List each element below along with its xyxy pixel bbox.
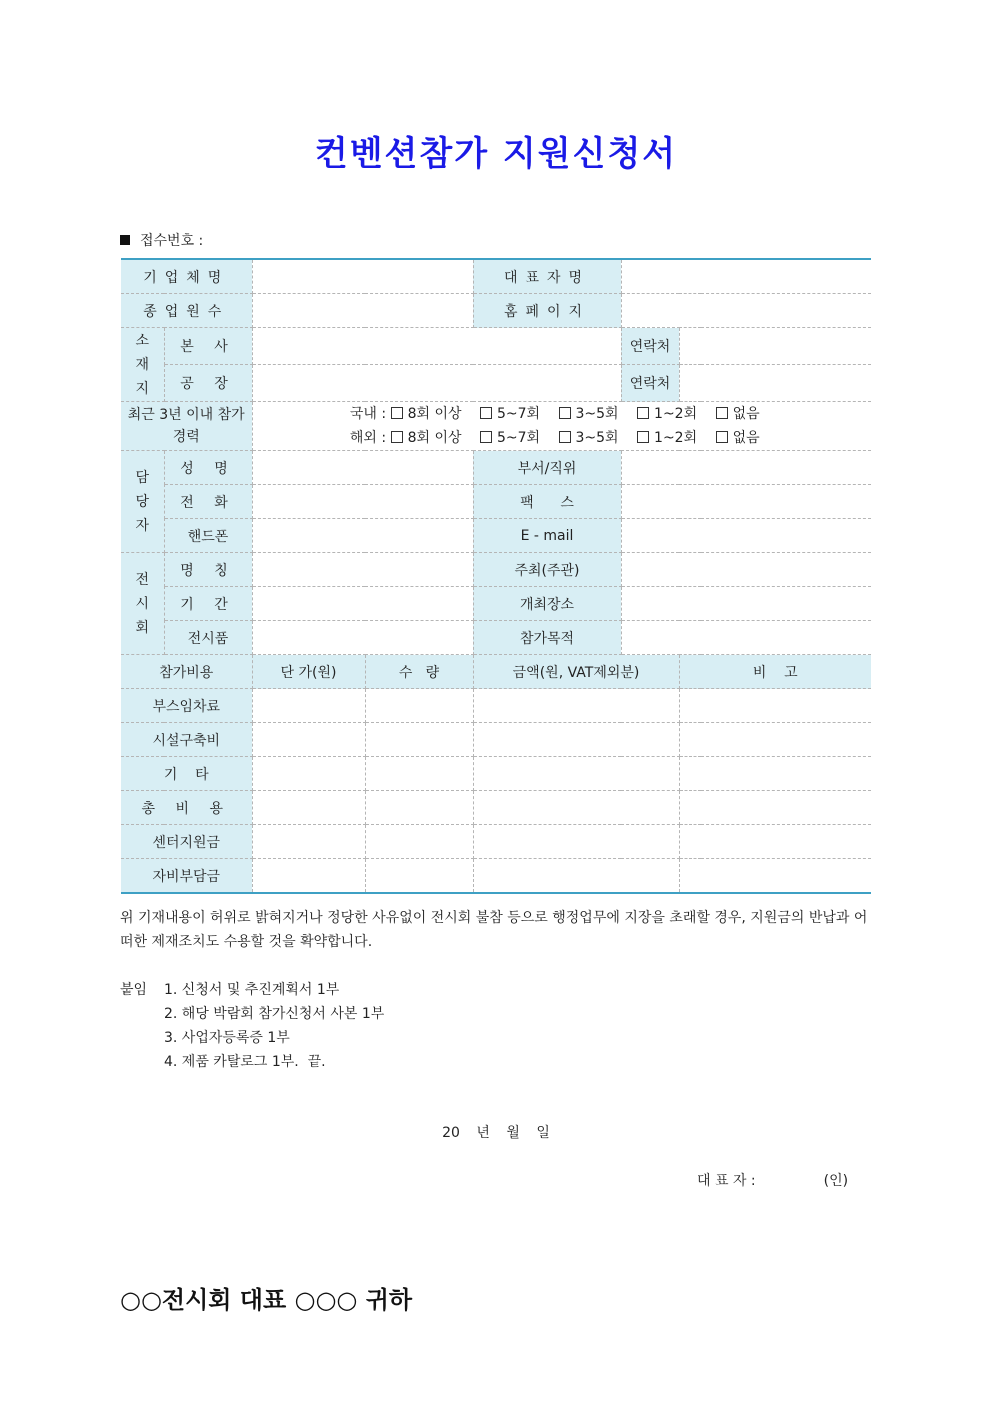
attachments-label: 붙임 [120, 982, 148, 998]
remarks-field[interactable] [679, 791, 871, 825]
cost-row-label: 기 타 [121, 757, 252, 791]
venue-field[interactable] [621, 587, 871, 621]
employees-field[interactable] [252, 294, 473, 328]
dept-label: 부서/직위 [473, 451, 621, 485]
fax-label: 팩 스 [473, 485, 621, 519]
cost-row [121, 689, 871, 723]
remarks-field[interactable] [679, 859, 871, 894]
remarks-field[interactable] [679, 689, 871, 723]
manager-group-label: 담 당 자 [121, 451, 164, 553]
date-line: 20 년 월 일 [442, 1125, 550, 1141]
items-label: 전시품 [164, 621, 252, 655]
domestic-option-5to7[interactable]: 5~7회 [480, 402, 540, 426]
attachment-item: 3. 사업자등록증 1부 [164, 1030, 290, 1046]
domestic-option-none[interactable]: 없음 [716, 402, 760, 426]
checkbox-icon[interactable] [559, 407, 571, 419]
quantity-field[interactable] [365, 859, 473, 894]
hq-contact-field[interactable] [679, 328, 871, 365]
venue-label: 개최장소 [473, 587, 621, 621]
overseas-option-none[interactable]: 없음 [716, 426, 760, 450]
domestic-option-8plus[interactable]: 8회 이상 [391, 402, 462, 426]
exhibition-group-label: 전 시 회 [121, 553, 164, 655]
cost-header-item: 참가비용 [121, 655, 252, 689]
remarks-field[interactable] [679, 825, 871, 859]
cost-row [121, 791, 871, 825]
exhibition-title-row [121, 553, 871, 587]
fax-field[interactable] [621, 485, 871, 519]
cost-row-label: 센터지원금 [121, 825, 252, 859]
domestic-options [257, 402, 868, 426]
domestic-label: 국내 : [349, 406, 387, 422]
unit-price-field[interactable] [252, 825, 365, 859]
manager-mobile-row [121, 519, 871, 553]
overseas-option-3to5[interactable]: 3~5회 [559, 426, 619, 450]
factory-row [121, 365, 871, 402]
manager-name-label: 성 명 [164, 451, 252, 485]
unit-price-field[interactable] [252, 791, 365, 825]
amount-field[interactable] [473, 825, 679, 859]
checkbox-icon[interactable] [637, 407, 649, 419]
document-title: 컨벤션참가 지원신청서 [314, 134, 678, 174]
history-label: 최근 3년 이내 참가경력 [121, 402, 252, 451]
cost-row-label: 시설구축비 [121, 723, 252, 757]
cost-header-remarks: 비 고 [679, 655, 871, 689]
receipt-label: 접수번호 : [140, 233, 204, 249]
domestic-option-3to5[interactable]: 3~5회 [559, 402, 619, 426]
representative-line [697, 1170, 848, 1190]
cost-row [121, 859, 871, 894]
overseas-label: 해외 : [349, 430, 387, 446]
manager-name-row [121, 451, 871, 485]
cost-row [121, 757, 871, 791]
cost-header-unit-price: 단 가(원) [252, 655, 365, 689]
purpose-label: 참가목적 [473, 621, 621, 655]
period-label: 기 간 [164, 587, 252, 621]
items-field[interactable] [252, 621, 473, 655]
attachments [120, 978, 384, 1074]
representative-label: 대 표 자 : [697, 1173, 756, 1189]
organizer-label: 주최(주관) [473, 553, 621, 587]
hq-label: 본 사 [164, 328, 252, 365]
attachment-item: 4. 제품 카탈로그 1부. 끝. [164, 1054, 326, 1070]
manager-name-field[interactable] [252, 451, 473, 485]
checkbox-icon[interactable] [480, 407, 492, 419]
homepage-field[interactable] [621, 294, 871, 328]
homepage-label: 홈페이지 [473, 294, 621, 328]
exhibition-title-label: 명 칭 [164, 553, 252, 587]
organizer-field[interactable] [621, 553, 871, 587]
amount-field[interactable] [473, 757, 679, 791]
ceo-name-label: 대표자명 [473, 259, 621, 294]
hq-address-field[interactable] [252, 328, 621, 365]
exhibition-items-row [121, 621, 871, 655]
quantity-field[interactable] [365, 791, 473, 825]
factory-address-field[interactable] [252, 365, 621, 402]
overseas-option-8plus[interactable]: 8회 이상 [391, 426, 462, 450]
amount-field[interactable] [473, 689, 679, 723]
square-bullet-icon [120, 235, 130, 245]
ceo-name-field[interactable] [621, 259, 871, 294]
purpose-field[interactable] [621, 621, 871, 655]
email-label: E - mail [473, 519, 621, 553]
remarks-field[interactable] [679, 757, 871, 791]
exhibition-period-row [121, 587, 871, 621]
remarks-field[interactable] [679, 723, 871, 757]
factory-label: 공 장 [164, 365, 252, 402]
amount-field[interactable] [473, 723, 679, 757]
amount-field[interactable] [473, 859, 679, 894]
history-options [252, 402, 871, 451]
hq-contact-label: 연락처 [621, 328, 679, 365]
unit-price-field[interactable] [252, 723, 365, 757]
factory-contact-field[interactable] [679, 365, 871, 402]
quantity-field[interactable] [365, 825, 473, 859]
quantity-field[interactable] [365, 723, 473, 757]
checkbox-icon[interactable] [391, 407, 403, 419]
employees-label: 종업원수 [121, 294, 252, 328]
checkbox-icon[interactable] [716, 407, 728, 419]
dept-field[interactable] [621, 451, 871, 485]
quantity-field[interactable] [365, 757, 473, 791]
cost-row [121, 825, 871, 859]
checkbox-icon[interactable] [480, 431, 492, 443]
checkbox-icon[interactable] [637, 431, 649, 443]
attachment-item: 2. 해당 박람회 참가신청서 사본 1부 [164, 1006, 385, 1022]
manager-phone-row [121, 485, 871, 519]
recipient-line: ○○전시회 대표 ○○○ 귀하 [120, 1286, 413, 1314]
company-row [121, 259, 871, 294]
cost-row [121, 723, 871, 757]
unit-price-field[interactable] [252, 689, 365, 723]
email-field[interactable] [621, 519, 871, 553]
quantity-field[interactable] [365, 689, 473, 723]
receipt-number [120, 230, 203, 250]
period-field[interactable] [252, 587, 473, 621]
overseas-option-5to7[interactable]: 5~7회 [480, 426, 540, 450]
domestic-option-1to2[interactable]: 1~2회 [637, 402, 697, 426]
employees-row [121, 294, 871, 328]
company-name-label: 기업체명 [121, 259, 252, 294]
checkbox-icon[interactable] [716, 431, 728, 443]
statement-text: 위 기재내용이 허위로 밝혀지거나 정당한 사유없이 전시회 불참 등으로 행정업무에 지장을 초래할 경우, 지원금의 반납과 어떠한 제재조치도 수용할 것을 확약합니다. [120, 910, 868, 950]
mobile-field[interactable] [252, 519, 473, 553]
unit-price-field[interactable] [252, 757, 365, 791]
amount-field[interactable] [473, 791, 679, 825]
seal-label: (인) [823, 1173, 849, 1189]
application-form-table [121, 258, 871, 894]
overseas-options [257, 426, 868, 450]
location-group-label: 소 재 지 [121, 328, 164, 402]
cost-header-amount: 금액(원, VAT제외분) [473, 655, 679, 689]
cost-row-label: 자비부담금 [121, 859, 252, 894]
checkbox-icon[interactable] [559, 431, 571, 443]
exhibition-title-field[interactable] [252, 553, 473, 587]
phone-field[interactable] [252, 485, 473, 519]
history-row [121, 402, 871, 451]
cost-row-label: 부스임차료 [121, 689, 252, 723]
hq-row [121, 328, 871, 365]
unit-price-field[interactable] [252, 859, 365, 894]
mobile-label: 핸드폰 [164, 519, 252, 553]
attachment-item: 1. 신청서 및 추진계획서 1부 [164, 982, 340, 998]
checkbox-icon[interactable] [391, 431, 403, 443]
overseas-option-1to2[interactable]: 1~2회 [637, 426, 697, 450]
company-name-field[interactable] [252, 259, 473, 294]
cost-header-row [121, 655, 871, 689]
cost-header-quantity: 수 량 [365, 655, 473, 689]
cost-row-label: 총 비 용 [121, 791, 252, 825]
factory-contact-label: 연락처 [621, 365, 679, 402]
phone-label: 전 화 [164, 485, 252, 519]
